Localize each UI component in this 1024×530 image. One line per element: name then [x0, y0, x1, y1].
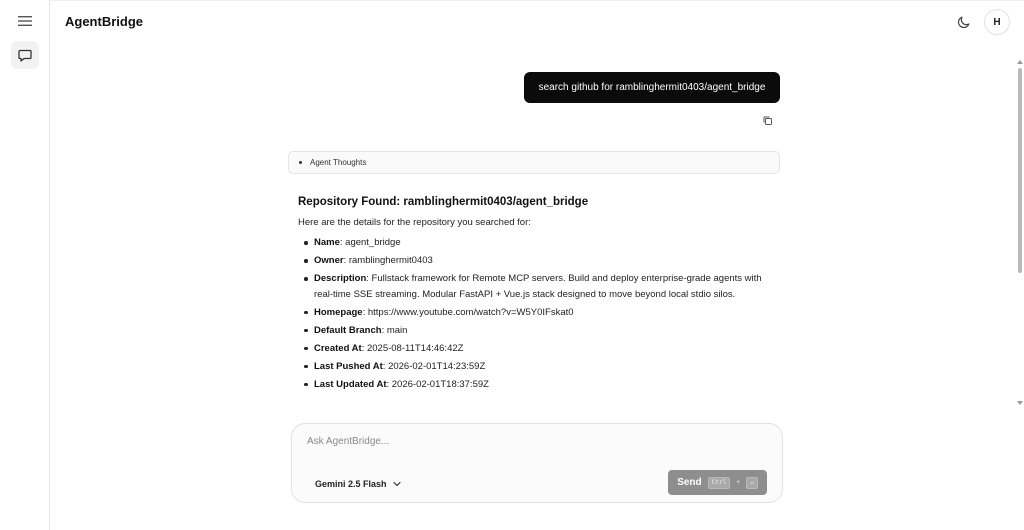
scroll-up-arrow[interactable]: [1017, 60, 1023, 64]
left-rail: [0, 0, 50, 530]
agent-thoughts-toggle[interactable]: [288, 151, 780, 174]
list-item: Description: Fullstack framework for Remote MCP servers. Build and deploy enterprise-grade agents with real-time SSE streaming. Modular FastAPI + Vue.js stack designed to move beyond local stdio silos.: [298, 271, 778, 302]
new-chat-button[interactable]: [11, 41, 39, 69]
model-select[interactable]: [315, 477, 401, 491]
detail-key: Last Updated At: [314, 378, 387, 390]
answer-title: Repository Found: ramblinghermit0403/agent_bridge: [298, 196, 589, 208]
list-item: Created At: 2025-08-11T14:46:42Z: [298, 341, 778, 357]
send-label: Send: [677, 477, 702, 488]
chevron-down-icon: [393, 481, 401, 487]
menu-icon: [18, 15, 32, 27]
detail-value: 2026-02-01T18:37:59Z: [391, 378, 489, 390]
list-item: Default Branch: main: [298, 323, 778, 339]
repo-details-list: [298, 235, 778, 392]
message-composer: [291, 423, 783, 503]
detail-key: Last Pushed At: [314, 360, 383, 372]
detail-key: Created At: [314, 342, 362, 354]
detail-value: ramblinghermit0403: [348, 255, 433, 266]
assistant-message: [298, 194, 778, 395]
detail-key: Description: [314, 273, 367, 284]
list-item: Homepage: https://www.youtube.com/watch?v=W5Y0IFskat0: [298, 305, 778, 321]
top-header: [50, 0, 1024, 42]
list-item: Last Updated At: 2026-02-01T18:37:59Z: [298, 377, 778, 393]
detail-value: agent_bridge: [345, 237, 401, 248]
list-item: Name: agent_bridge: [298, 235, 778, 251]
shortcut-plus: +: [736, 479, 741, 486]
scroll-down-arrow[interactable]: [1017, 401, 1023, 405]
copy-icon: [762, 115, 774, 127]
bullet-icon: [299, 161, 302, 164]
detail-value: 2025-08-11T14:46:42Z: [366, 342, 464, 354]
moon-icon: [957, 15, 971, 29]
agent-thoughts-label: Agent Thoughts: [310, 158, 367, 167]
app-title: AgentBridge: [65, 14, 143, 29]
list-item: Owner: ramblinghermit0403: [298, 253, 778, 269]
detail-value: 2026-02-01T14:23:59Z: [388, 360, 486, 372]
scroll-thumb[interactable]: [1018, 68, 1022, 273]
user-avatar[interactable]: H: [984, 9, 1010, 35]
shortcut-key-enter: ↵: [746, 477, 758, 489]
detail-value: main: [386, 324, 408, 336]
model-name: Gemini 2.5 Flash: [315, 479, 387, 489]
detail-key: Name: [314, 237, 340, 248]
answer-intro: Here are the details for the repository you searched for:: [298, 217, 531, 228]
list-item: Last Pushed At: 2026-02-01T14:23:59Z: [298, 359, 778, 375]
user-message: search github for ramblinghermit0403/agent_bridge: [524, 72, 780, 103]
detail-key: Homepage: [314, 306, 363, 318]
detail-value: Fullstack framework for Remote MCP servers. Build and deploy enterprise-grade agents with real-time SSE streaming. Modular FastAPI + Vue.js stack designed to move beyond local stdio silos.: [314, 273, 762, 300]
theme-toggle-button[interactable]: [953, 11, 975, 33]
copy-message-button[interactable]: [762, 114, 774, 126]
chat-icon: [18, 48, 32, 62]
menu-button[interactable]: [11, 7, 39, 35]
shortcut-key-ctrl: Ctrl: [708, 477, 730, 489]
message-input[interactable]: [307, 433, 767, 449]
detail-key: Owner: [314, 255, 344, 266]
detail-key: Default Branch: [314, 324, 382, 336]
detail-value: https://www.youtube.com/watch?v=W5Y0IFskat0: [367, 306, 574, 318]
chat-scrollbar[interactable]: [1016, 60, 1024, 410]
send-button[interactable]: [668, 470, 767, 495]
